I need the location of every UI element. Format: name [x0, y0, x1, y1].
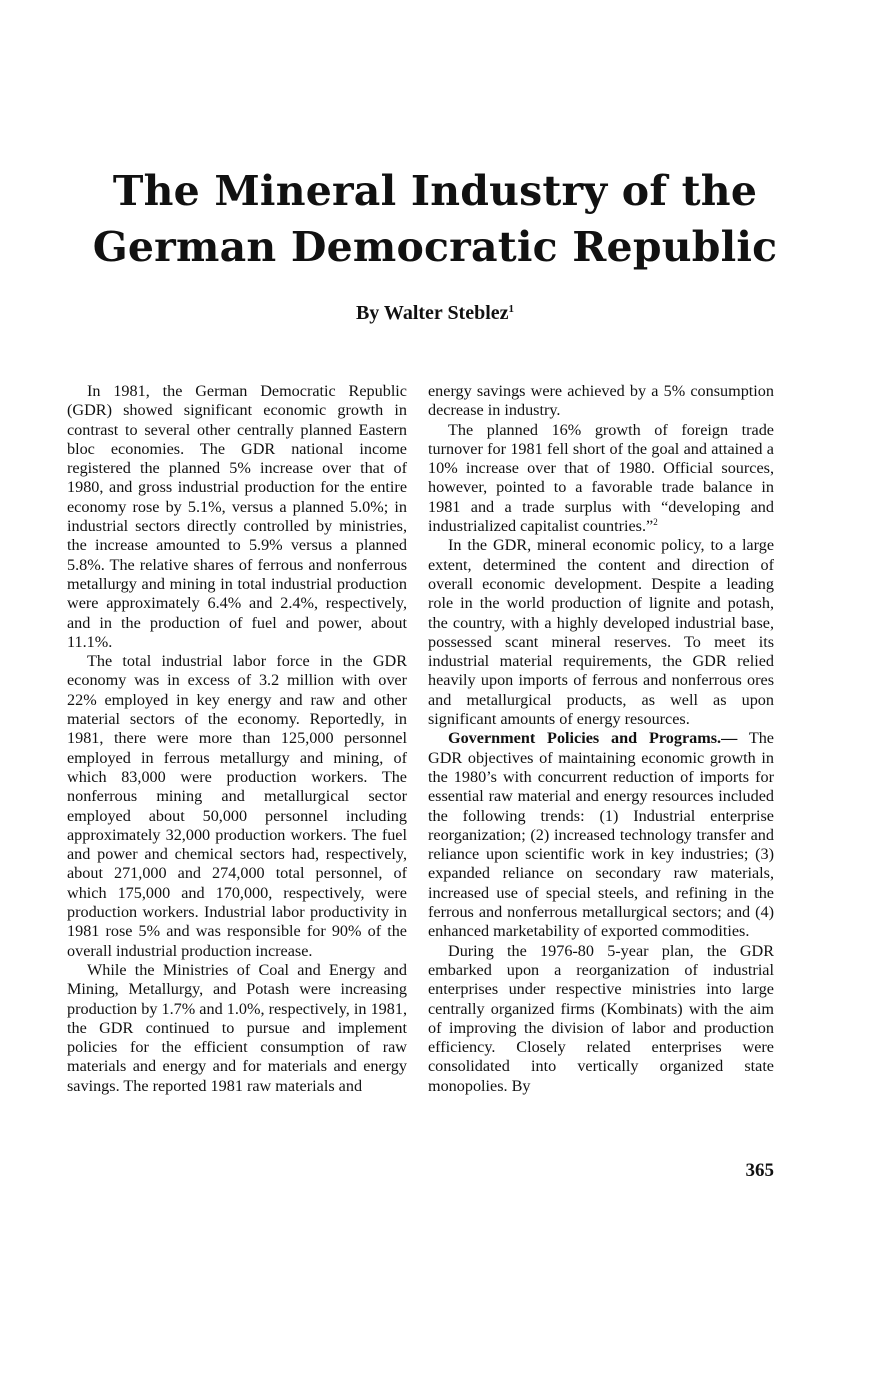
paragraph	[428, 729, 774, 941]
right-text-column	[428, 382, 774, 1096]
paragraph: In the GDR, mineral economic policy, to a large extent, determined the content and direction of overall economic development. Despite a leading role in the world production of lignite and potash, the country, with a highly developed industrial base, possessed scant mineral reserves. To meet its industrial material requirements, the GDR relied heavily upon imports of ferrous and nonferrous ores and metallurgical products, as well as upon significant amounts of energy resources.	[428, 536, 774, 729]
paragraph	[428, 421, 774, 537]
author-byline	[0, 300, 870, 326]
footnote-mark: 2	[653, 517, 658, 528]
article-title	[40, 163, 830, 275]
page-number: 365	[745, 1160, 774, 1181]
paragraph-text: The planned 16% growth of foreign trade turnover for 1981 fell short of the goal and attained a 10% increase over that of 1980. Official sources, however, pointed to a favorable trade balance in 1981 and a trade surplus with “developing and industrialized capitalist countries.”	[428, 420, 774, 536]
title-line-2: German Democratic Republic	[92, 223, 778, 271]
section-heading: Government Policies and Programs.—	[448, 729, 738, 748]
paragraph: In 1981, the German Democratic Republic (GDR) showed significant economic growth in contrast to several other centrally planned Eastern bloc economies. The GDR national income registered the planned 5% increase over that of 1980, and gross industrial production for the entire economy rose by 5.1%, versus a planned 5.0%; in industrial sectors directly controlled by ministries, the increase amounted to 5.9% versus a planned 5.8%. The relative shares of ferrous and nonferrous metallurgy and mining in total industrial production were approximately 6.4% and 2.4%, respectively, and in the production of fuel and power, about 11.1%.	[67, 382, 407, 651]
paragraph: During the 1976-80 5-year plan, the GDR embarked upon a reorganization of industrial enterprises under respective ministries into large centrally organized firms (Kombinats) with the aim of improving the division of labor and production efficiency. Closely related enterprises were consolidated into vertically organized state monopolies. By	[428, 941, 774, 1095]
byline-footnote-mark: 1	[508, 303, 515, 315]
paragraph: While the Ministries of Coal and Energy and Mining, Metallurgy, and Potash were increasing production by 1.7% and 1.0%, respectively, in 1981, the GDR continued to pursue and implement policies for the efficient consumption of raw materials and energy and for materials and energy savings. The reported 1981 raw materials and	[67, 960, 407, 1095]
title-line-1: The Mineral Industry of the	[112, 167, 758, 215]
paragraph-continued: energy savings were achieved by a 5% consumption decrease in industry.	[428, 382, 774, 420]
paragraph-text: The GDR objectives of maintaining economic growth in the 1980’s with concurrent reduction of imports for essential raw material and energy resources included the following trends: (1) Industrial enterprise reorganization; (2) increased technology transfer and reliance upon scientific work in key industries; (3) expanded reliance on secondary raw materials, increased use of special steels, and refining in the ferrous and nonferrous metallurgical sectors; and (4) enhanced marketability of exported commodities.	[428, 729, 774, 941]
paragraph: The total industrial labor force in the GDR economy was in excess of 3.2 million with over 22% employed in key energy and raw and other material sectors of the economy. Reportedly, in 1981, there were more than 125,000 personnel employed in ferrous metallurgy and mining, of which 83,000 were production workers. The nonferrous mining and metallurgical sector employed about 50,000 personnel including approximately 32,000 production workers. The fuel and power and chemical sectors had, respectively, about 271,000 and 274,000 total personnel, of which 175,000 and 170,000, respectively, were production workers. Industrial labor productivity in 1981 rose 5% and was responsible for 90% of the overall industrial production increase.	[67, 652, 407, 960]
left-text-column	[67, 382, 407, 1096]
byline-text: By Walter Steblez	[355, 302, 509, 324]
